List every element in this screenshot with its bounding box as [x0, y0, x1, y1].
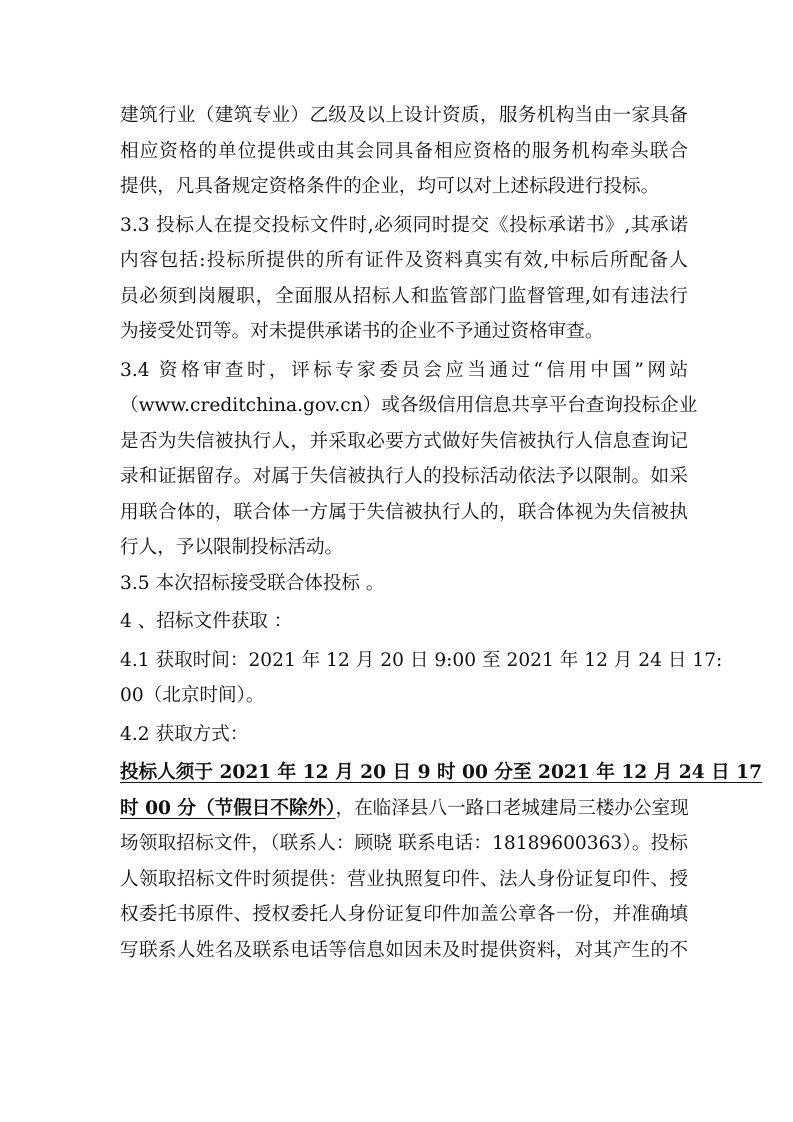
text-line: 00（北京时间）。	[120, 685, 265, 706]
text-line: 人领取招标文件时须提供：营业执照复印件、法人身份证复印件、授	[120, 868, 688, 890]
text-line: 录和证据留存。对属于失信被执行人的投标活动依法予以限制。如采	[120, 466, 688, 487]
text-line: 提供，凡具备规定资格条件的企业，均可以对上述标段进行投标。	[120, 176, 660, 197]
text-line: 员必须到岗履职，全面服从招标人和监管部门监督管理,如有违法行	[120, 285, 688, 307]
bold-deadline-tail: 时 00 分（节假日不除外）	[120, 797, 336, 819]
text-line: 是否为失信被执行人，并采取必要方式做好失信被执行人信息查询记	[120, 430, 688, 452]
section-4-2-heading: 4.2 获取方式：	[120, 723, 249, 745]
paragraph-3-5: 3.5 本次招标接受联合体投标 。	[120, 572, 385, 594]
text-line: 内容包括:投标所提供的所有证件及资料真实有效,中标后所配备人	[120, 250, 688, 271]
text-line: 权委托书原件、授权委托人身份证复印件加盖公章各一份，并准确填	[120, 904, 688, 925]
text-line: 行人，予以限制投标活动。	[120, 537, 344, 558]
text-line: 场领取招标文件，（联系人：顾晓 联系电话：18189600363）。投标	[120, 833, 688, 854]
paragraph-3-4	[120, 353, 698, 566]
document-body	[120, 98, 763, 968]
text-line: （www.creditchina.gov.cn）或各级信用信息共享平台查询投标企业	[120, 395, 698, 416]
bold-deadline-line: 投标人须于 2021 年 12 月 20 日 9 时 00 分至 2021 年 12 月 24 日 17	[120, 762, 763, 783]
text-line: 建筑行业（建筑专业）乙级及以上设计资质，服务机构当由一家具备	[120, 105, 688, 126]
paragraph-4-1	[120, 643, 723, 714]
text-line: 写联系人姓名及联系电话等信息如因未及时提供资料，对其产生的不	[120, 939, 688, 961]
text-line: 相应资格的单位提供或由其会同具备相应资格的服务机构牵头联合	[120, 140, 688, 162]
paragraph-3-3	[120, 208, 688, 350]
text-line: 4.1 获取时间：2021 年 12 月 20 日 9:00 至 2021 年 12 月 24 日 17:	[120, 649, 723, 671]
paragraph-4-2-body	[120, 755, 763, 968]
text-line	[120, 791, 688, 827]
section-4-heading: 4 、招标文件获取 ：	[120, 611, 293, 632]
text-line: 为接受处罚等。对未提供承诺书的企业不予通过资格审查。	[120, 321, 604, 342]
text-line: 用联合体的，联合体一方属于失信被执行人的，联合体视为失信被执	[120, 501, 688, 523]
paragraph-qualification	[120, 98, 688, 205]
text-line: 3.4 资格审查时，评标专家委员会应当通过“信用中国”网站	[120, 359, 688, 381]
location-text: ，在临泽县八一路口老城建局三楼办公室现	[335, 797, 689, 819]
text-line: 3.3 投标人在提交投标文件时,必须同时提交《投标承诺书》,其承诺	[120, 214, 688, 236]
